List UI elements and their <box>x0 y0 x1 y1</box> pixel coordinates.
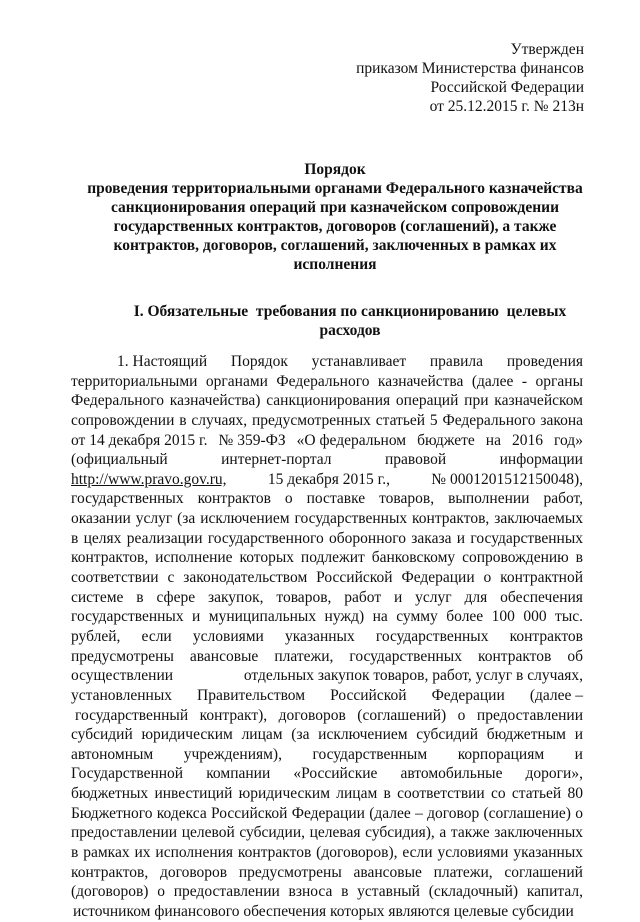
paragraph-segment: информации <box>499 451 583 469</box>
approval-stamp <box>356 40 584 116</box>
paragraph-line <box>71 725 583 745</box>
paragraph-segment: «О федеральном <box>296 431 407 449</box>
paragraph-segment: соглашений <box>504 863 583 881</box>
paragraph-segment: Порядок <box>230 353 288 370</box>
paragraph-segment: контрактов, исполнение которых подлежит банковскому сопровождению в <box>71 549 583 567</box>
paragraph-segment: государственных <box>349 647 462 665</box>
paragraph-segment: (далее – <box>529 686 583 704</box>
paragraph-line <box>71 489 583 509</box>
paragraph-segment: учреждениям), <box>183 745 282 763</box>
paragraph-line <box>71 470 583 490</box>
body-paragraph <box>71 352 583 922</box>
paragraph-segment: контрактов <box>477 647 552 665</box>
paragraph-line <box>71 568 583 588</box>
paragraph-line <box>71 804 583 824</box>
paragraph-segment: субсидий юридическим лицам (за исключением субсидий бюджетным и <box>71 726 583 744</box>
paragraph-line <box>71 391 583 411</box>
paragraph-segment: в рамках их исполнения контрактов (договоров), если условиями указанных <box>71 844 583 862</box>
section-heading-line: I. Обязательные требования по санкционированию целевых <box>133 303 567 320</box>
paragraph-segment: бюджетных инвестиций юридическим лицам в соответствии со статьей 80 <box>71 785 583 803</box>
pravo-link[interactable]: http://www.pravo.gov.ru, <box>71 470 227 488</box>
paragraph-line <box>71 450 583 470</box>
paragraph-segment: если <box>141 627 172 645</box>
paragraph-line <box>71 588 583 608</box>
paragraph-segment: 2016 <box>512 431 543 449</box>
paragraph-segment: системе <box>71 588 124 606</box>
paragraph-segment: Государственной <box>71 765 184 783</box>
paragraph-segment: Федерации <box>431 686 505 704</box>
paragraph-segment: источником финансового обеспечения которых являются целевые субсидии <box>73 902 574 920</box>
paragraph-line <box>71 647 583 667</box>
paragraph-segment: 15 декабря 2015 г., <box>267 470 391 488</box>
paragraph-segment: 1. Настоящий <box>117 353 208 370</box>
paragraph-segment: и <box>393 588 403 606</box>
paragraph-segment: платежи, <box>433 863 493 881</box>
paragraph-segment: обеспечения <box>500 588 583 606</box>
paragraph-segment: (официальный <box>71 451 168 469</box>
paragraph-segment: авансовые <box>353 863 422 881</box>
paragraph-segment: и <box>574 745 583 763</box>
paragraph-segment: для <box>464 588 488 606</box>
paragraph-segment: дороги», <box>525 765 583 783</box>
paragraph-segment: государственных и муниципальных нужд) на сумму более 100 000 тыс. <box>71 608 583 626</box>
paragraph-segment: государственных <box>375 627 489 645</box>
paragraph-line <box>71 784 583 804</box>
paragraph-segment: указанных <box>285 627 355 645</box>
paragraph-segment: осуществлении <box>71 667 174 685</box>
paragraph-line <box>71 607 583 627</box>
title-line: государственных контрактов, договоров (соглашений), а также <box>113 218 557 235</box>
section-heading-line: расходов <box>319 322 381 339</box>
paragraph-segment: условиями <box>192 627 264 645</box>
paragraph-line <box>71 431 583 451</box>
paragraph-segment: «Российские <box>293 765 378 783</box>
paragraph-segment: компании <box>206 765 271 783</box>
paragraph-segment: контрактов <box>509 627 583 645</box>
paragraph-segment: предоставлении целевой субсидии, целевая субсидия), а также заключенных <box>71 824 583 842</box>
paragraph-line <box>71 764 583 784</box>
paragraph-line <box>71 352 583 372</box>
paragraph-segment: автомобильные <box>400 765 503 783</box>
paragraph-segment: интернет-портал <box>221 451 332 469</box>
paragraph-line <box>71 823 583 843</box>
paragraph-segment: № 359-ФЗ <box>218 431 286 449</box>
paragraph-line <box>71 529 583 549</box>
title-line: контрактов, договоров, соглашений, заключенных в рамках их <box>113 237 557 254</box>
paragraph-line <box>71 882 583 902</box>
title-line: Порядок <box>304 161 366 178</box>
paragraph-segment: Бюджетного кодекса Российской Федерации (далее – договор (соглашение) о <box>71 804 583 822</box>
paragraph-segment: сопровождении в случаях, предусмотренных статьей 5 Федерального закона <box>71 411 583 429</box>
paragraph-line <box>71 627 583 647</box>
paragraph-segment: корпорациям <box>457 745 545 763</box>
title-line: санкционирования операций при казначейском сопровождении <box>110 199 560 216</box>
paragraph-segment: закупок, <box>207 588 264 606</box>
paragraph-line <box>71 706 583 726</box>
paragraph-line <box>71 411 583 431</box>
paragraph-segment: сфере <box>156 588 196 606</box>
paragraph-line <box>71 745 583 765</box>
document-title <box>70 160 600 274</box>
paragraph-segment: оказании услуг (за исключением государственных контрактов, заключаемых <box>71 510 583 528</box>
paragraph-segment: услуг <box>415 588 452 606</box>
paragraph-line <box>71 843 583 863</box>
paragraph-segment: устанавливает <box>311 353 407 370</box>
title-line: исполнения <box>293 256 377 273</box>
paragraph-segment: в <box>136 588 144 606</box>
paragraph-segment: правила <box>429 353 484 370</box>
paragraph-line <box>71 666 583 686</box>
paragraph-segment: авансовые <box>189 647 259 665</box>
paragraph-segment: рублей, <box>71 627 121 645</box>
paragraph-segment: договоров <box>159 863 228 881</box>
approval-line: Утвержден <box>510 41 584 58</box>
paragraph-segment: (договоров) о предоставлении взноса в уставный (складочный) капитал, <box>71 883 583 901</box>
paragraph-segment: № 0001201512150048), <box>431 470 583 488</box>
paragraph-segment: государственных контрактов о поставке товаров, выполнении работ, <box>71 490 583 508</box>
paragraph-line <box>71 509 583 529</box>
paragraph-segment: государственным <box>312 745 428 763</box>
paragraph-line <box>71 686 583 706</box>
title-line: проведения территориальными органами Федерального казначейства <box>87 180 583 197</box>
paragraph-segment: от 14 декабря 2015 г. <box>71 431 208 449</box>
paragraph-segment: проведения <box>506 353 583 370</box>
paragraph-line <box>71 863 583 883</box>
paragraph-segment: предусмотрены <box>238 863 342 881</box>
paragraph-segment: автономным <box>71 745 154 763</box>
paragraph-segment: установленных <box>71 686 172 704</box>
paragraph-segment: платежи, <box>274 647 334 665</box>
paragraph-segment: соответствии с законодательством Российской Федерации о контрактной <box>71 569 583 587</box>
paragraph-line <box>71 548 583 568</box>
paragraph-segment: товаров, <box>276 588 332 606</box>
paragraph-segment: государственный контракт), договоров (соглашений) о предоставлении <box>75 706 583 724</box>
paragraph-segment: об <box>567 647 583 665</box>
approval-line: приказом Министерства финансов <box>356 60 584 77</box>
approval-line: от 25.12.2015 г. № 213н <box>429 98 584 115</box>
paragraph-line <box>71 372 583 392</box>
approval-line: Российской Федерации <box>430 79 584 96</box>
paragraph-segment: отдельных закупок товаров, работ, услуг в случаях, <box>243 667 583 685</box>
paragraph-segment: на <box>485 431 501 449</box>
paragraph-segment: бюджете <box>417 431 475 449</box>
paragraph-segment: в целях реализации государственного оборонного заказа и государственных <box>71 529 583 547</box>
paragraph-segment: Правительством <box>197 686 306 704</box>
paragraph-segment: территориальными органами Федерального казначейства (далее - органы <box>71 372 583 390</box>
paragraph-segment: Федерального казначейства) санкционирования операций при казначейском <box>71 392 583 410</box>
section-heading <box>90 302 610 340</box>
paragraph-segment: год» <box>554 431 583 449</box>
paragraph-segment: контрактов, <box>71 863 149 881</box>
paragraph-segment: правовой <box>385 451 447 469</box>
paragraph-segment: работ <box>344 588 382 606</box>
paragraph-segment: Российской <box>330 686 407 704</box>
paragraph-segment: предусмотрены <box>71 647 174 665</box>
